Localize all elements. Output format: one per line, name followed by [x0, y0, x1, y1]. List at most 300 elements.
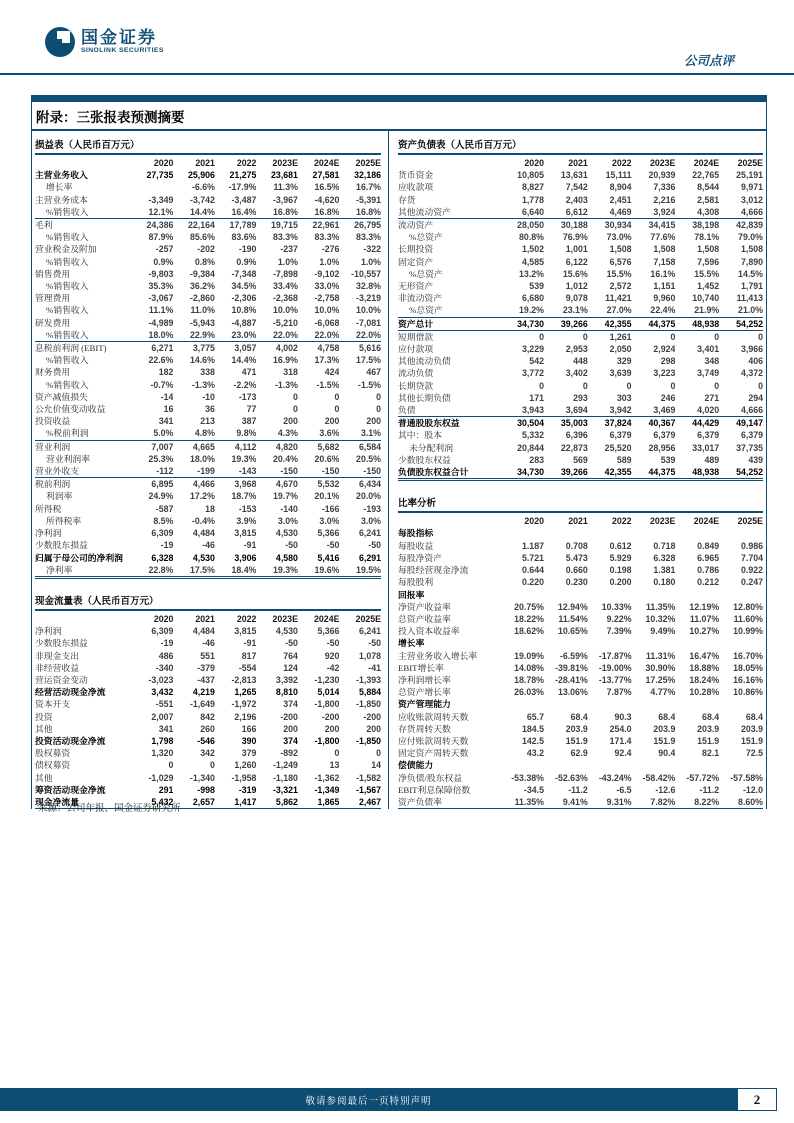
value-cell: 6,379 [653, 430, 676, 441]
value-cell: 11.0% [190, 305, 215, 316]
value-cell: 17.2% [189, 491, 215, 502]
value-cell: 5,366 [317, 528, 340, 539]
value-cell: 12.1% [148, 206, 174, 217]
value-cell: -140 [280, 503, 298, 514]
value-cell: 4,308 [697, 206, 720, 217]
row-label: 总资产收益率 [398, 613, 451, 624]
value-cell: 68.4 [745, 711, 763, 722]
value-cell: 3,401 [697, 344, 720, 355]
value-cell: 817 [241, 650, 257, 661]
cash-flow-table [35, 611, 381, 809]
value-cell: 22.9% [189, 329, 215, 340]
value-cell: -39.81% [555, 662, 588, 673]
table-row [35, 564, 381, 578]
value-cell: 4.8% [194, 428, 215, 439]
table-row [35, 354, 381, 366]
value-cell: 539 [660, 454, 676, 465]
value-cell: 7.87% [606, 687, 632, 698]
value-cell: 3.0% [319, 515, 340, 526]
cash-flow-heading: 现金流量表（人民币百万元） [35, 590, 381, 611]
value-cell: 2,216 [653, 194, 676, 205]
table-row [35, 329, 381, 342]
value-cell: 12.19% [689, 601, 720, 612]
year-header-cell: 2022 [612, 516, 632, 527]
value-cell: -58.42% [642, 772, 676, 783]
table-row [35, 515, 381, 527]
value-cell: 10.86% [733, 687, 763, 698]
value-cell: 3,639 [609, 368, 632, 379]
table-row [35, 317, 381, 329]
value-cell: 13,631 [560, 170, 588, 181]
value-cell: 0.9% [153, 256, 174, 267]
value-cell: -28.41% [555, 674, 588, 685]
value-cell: 374 [283, 699, 298, 710]
value-cell: 19.5% [339, 564, 381, 578]
value-cell: 4,372 [740, 368, 763, 379]
value-cell: 25,191 [736, 170, 763, 181]
value-cell: 37,824 [604, 418, 632, 429]
row-label: 负债股东权益合计 [398, 466, 500, 480]
value-cell: -50 [368, 540, 381, 551]
value-cell: 27.0% [606, 305, 632, 316]
value-cell: -322 [363, 244, 381, 255]
value-cell: 5,884 [358, 687, 381, 698]
value-cell: -42 [326, 662, 340, 673]
year-header-cell: 2024E [314, 158, 340, 168]
value-cell: 3,229 [521, 344, 544, 355]
ratio-analysis-heading: 比率分析 [398, 492, 763, 513]
value-cell: 14.08% [514, 662, 544, 673]
value-cell: 0 [582, 331, 588, 342]
value-cell: -0.7% [150, 379, 174, 390]
value-cell: 2,924 [653, 344, 676, 355]
value-cell: 6,434 [339, 478, 381, 491]
table-row [35, 772, 381, 784]
row-label: 回报率 [398, 589, 425, 600]
table-row [35, 415, 381, 427]
table-row [35, 427, 381, 440]
value-cell: -53.38% [511, 772, 544, 783]
value-cell: 17,789 [215, 219, 257, 232]
table-row [398, 723, 763, 735]
row-label: 货币资金 [398, 170, 434, 181]
table-row [398, 454, 763, 466]
value-cell: -1,180 [272, 772, 298, 783]
year-header-cell: 2023E [272, 613, 298, 624]
value-cell: 82.1 [702, 748, 720, 759]
value-cell: 11.60% [733, 613, 763, 624]
value-cell: -50 [285, 540, 298, 551]
value-cell: 10,805 [517, 170, 544, 181]
value-cell: 9,078 [565, 293, 588, 304]
value-cell: 5,366 [317, 626, 340, 637]
value-cell: 124 [283, 662, 298, 673]
year-header-cell: 2020 [153, 613, 174, 624]
row-label: 应收款项 [398, 182, 434, 193]
value-cell: 542 [529, 356, 544, 367]
value-cell: 8.22% [675, 796, 719, 809]
value-cell: 22,164 [173, 219, 215, 232]
value-cell: 1,261 [609, 331, 632, 342]
value-cell: 12.94% [557, 601, 588, 612]
value-cell: 27,735 [146, 170, 174, 181]
value-cell: 589 [616, 454, 632, 465]
value-cell: -998 [197, 784, 215, 795]
value-cell: 9,971 [740, 182, 763, 193]
row-label: %销售收入 [46, 206, 89, 217]
value-cell: 3,942 [588, 404, 632, 417]
value-cell: 6,309 [151, 626, 174, 637]
row-label: 未分配利润 [409, 442, 453, 453]
value-cell: 78.1% [694, 232, 720, 243]
value-cell: 44,429 [692, 418, 720, 429]
row-label: 存货周转天数 [398, 723, 451, 734]
value-cell: 6.965 [697, 552, 720, 563]
value-cell: 4.3% [277, 428, 298, 439]
value-cell: 12.80% [733, 601, 763, 612]
value-cell: 1,001 [565, 244, 588, 255]
value-cell: 424 [324, 367, 340, 378]
value-cell: 5.929 [609, 552, 632, 563]
value-cell: 4,758 [298, 342, 340, 355]
value-cell: 7,336 [653, 182, 676, 193]
row-label: %销售收入 [46, 232, 89, 243]
value-cell: 20,939 [648, 170, 676, 181]
value-cell: 0 [293, 404, 298, 415]
value-cell: 20.6% [314, 453, 340, 464]
value-cell: 16.8% [314, 206, 340, 217]
table-row [35, 440, 381, 453]
value-cell: -19 [160, 638, 174, 649]
value-cell: -1,349 [314, 784, 340, 795]
year-header-cell: 2020 [524, 158, 544, 168]
year-header-cell: 2025E [355, 158, 381, 168]
value-cell: -0.4% [191, 515, 215, 526]
value-cell: 3.9% [236, 515, 257, 526]
value-cell: 2,196 [234, 711, 257, 722]
value-cell: 3,968 [215, 478, 257, 491]
value-cell: 19.3% [231, 453, 257, 464]
table-row [398, 380, 763, 392]
table-row [398, 576, 763, 588]
value-cell: 7.39% [606, 626, 632, 637]
value-cell: 0.612 [609, 540, 632, 551]
value-cell: 8.5% [153, 515, 174, 526]
value-cell: 21,275 [229, 170, 257, 181]
value-cell: 0.230 [565, 577, 588, 588]
value-cell: 11,413 [736, 293, 763, 304]
row-label: 主营业务收入 [35, 170, 88, 181]
value-cell: 0.180 [653, 577, 676, 588]
right-column [389, 131, 766, 809]
value-cell: 6,271 [132, 342, 174, 355]
value-cell: -199 [197, 466, 215, 477]
value-cell: 90.4 [658, 748, 676, 759]
value-cell: -1,850 [356, 735, 381, 746]
report-type-label: 公司点评 [683, 54, 734, 68]
value-cell: 30.90% [645, 662, 676, 673]
value-cell: 22.6% [148, 355, 174, 366]
value-cell: 34.5% [231, 281, 257, 292]
value-cell: 24,386 [132, 219, 174, 232]
value-cell: 35,003 [560, 418, 588, 429]
value-cell: 30,188 [544, 219, 588, 232]
value-cell: 11.1% [148, 305, 174, 316]
row-label: %总资产 [409, 232, 443, 243]
section-header-row [398, 527, 763, 539]
value-cell: 329 [616, 356, 632, 367]
row-label: EBIT增长率 [398, 662, 444, 673]
value-cell: 0 [376, 748, 381, 759]
value-cell: 467 [366, 367, 381, 378]
value-cell: 19.09% [514, 650, 544, 661]
ratio-analysis-table [398, 513, 763, 809]
row-label: %销售收入 [46, 329, 89, 340]
table-row [398, 417, 763, 430]
table-row [35, 674, 381, 686]
value-cell: 6,241 [358, 626, 381, 637]
value-cell: 34,730 [500, 466, 544, 480]
row-label: 营运资金变动 [35, 674, 88, 685]
row-label: 净利率 [35, 564, 132, 578]
year-header-cell: 2025E [737, 158, 763, 168]
row-label: %税前利润 [46, 428, 89, 439]
value-cell: 0 [670, 331, 676, 342]
row-label: 流动负债 [398, 368, 434, 379]
value-cell: -237 [280, 244, 298, 255]
value-cell: 406 [748, 356, 763, 367]
table-row [35, 784, 381, 796]
value-cell: -19.00% [598, 662, 632, 673]
row-label: 净利润 [35, 528, 62, 539]
row-label: 投资活动现金净流 [35, 735, 106, 746]
value-cell: 4,002 [256, 342, 298, 355]
value-cell: 1,417 [215, 796, 257, 809]
value-cell: -551 [155, 699, 174, 710]
appendix-title: 附录：三张报表预测摘要 [32, 102, 766, 131]
value-cell: 2,403 [565, 194, 588, 205]
value-cell: 19,715 [256, 219, 298, 232]
table-row [398, 735, 763, 747]
value-cell: 448 [573, 356, 588, 367]
value-cell: -3,067 [148, 293, 174, 304]
value-cell: 42,355 [588, 317, 632, 330]
year-header-cell: 2021 [568, 516, 588, 527]
table-row [398, 784, 763, 796]
value-cell: 184.5 [521, 723, 544, 734]
row-label: 流动资产 [398, 219, 500, 232]
row-label: 每股经营现金净流 [398, 565, 469, 576]
value-cell: 6,612 [565, 206, 588, 217]
row-label: 公允价值变动收益 [35, 404, 106, 415]
value-cell: 3,966 [740, 344, 763, 355]
value-cell: 1,012 [565, 281, 588, 292]
value-cell: 5,532 [298, 478, 340, 491]
year-header-cell: 2021 [568, 158, 588, 168]
value-cell: 1,778 [521, 194, 544, 205]
table-row [398, 686, 763, 698]
value-cell: 3,815 [234, 528, 257, 539]
row-label: 营业利润率 [46, 453, 90, 464]
value-cell: 390 [241, 735, 257, 746]
value-cell: -193 [363, 503, 381, 514]
value-cell: 2,050 [609, 344, 632, 355]
value-cell: 203.9 [697, 723, 720, 734]
value-cell: 49,147 [736, 418, 763, 429]
value-cell: 13.2% [519, 268, 544, 279]
value-cell: -3,349 [148, 194, 174, 205]
value-cell: 3,924 [653, 206, 676, 217]
value-cell: 764 [283, 650, 298, 661]
value-cell: -1,850 [356, 699, 381, 710]
row-label: 所得税 [35, 503, 62, 514]
year-header-cell: 2023E [649, 516, 676, 527]
value-cell: 32,186 [354, 170, 381, 181]
value-cell: 4,530 [275, 528, 298, 539]
value-cell: 15.6% [562, 268, 588, 279]
value-cell: -52.63% [555, 772, 588, 783]
value-cell: 387 [241, 416, 257, 427]
year-header-cell: 2024E [693, 158, 720, 168]
value-cell: 9,960 [653, 293, 676, 304]
value-cell: 11.54% [558, 613, 588, 624]
value-cell: 0.644 [521, 565, 544, 576]
value-cell: 28,956 [648, 442, 676, 453]
value-cell: 9.41% [544, 796, 588, 809]
value-cell: 254.0 [609, 723, 632, 734]
table-row [35, 366, 381, 378]
value-cell: 1.0% [277, 256, 298, 267]
table-row [398, 206, 763, 219]
row-label: 长期投资 [398, 244, 434, 255]
row-label: 无形资产 [398, 281, 434, 292]
value-cell: 1,265 [234, 687, 257, 698]
value-cell: -6.59% [559, 650, 588, 661]
value-cell: 142.5 [521, 735, 544, 746]
row-label: 每股收益 [398, 540, 434, 551]
value-cell: 54,252 [719, 317, 763, 330]
value-cell: 6,241 [358, 528, 381, 539]
value-cell: 22,873 [560, 442, 588, 453]
value-cell: -13.77% [598, 674, 632, 685]
value-cell: 166 [241, 723, 257, 734]
value-cell: 23.0% [231, 329, 257, 340]
value-cell: 8.60% [719, 796, 763, 809]
value-cell: 3.0% [360, 515, 381, 526]
value-cell: 20,844 [517, 442, 544, 453]
value-cell: 341 [158, 416, 174, 427]
value-cell: 24.9% [148, 491, 174, 502]
year-header-cell: 2021 [195, 158, 215, 168]
value-cell: 5,862 [256, 796, 298, 809]
row-label: 总资产增长率 [398, 687, 451, 698]
year-header-cell: 2025E [737, 516, 763, 527]
header-divider [0, 73, 794, 75]
row-label: 净利润 [35, 626, 62, 637]
value-cell: 1,508 [653, 244, 676, 255]
row-label: %销售收入 [46, 355, 89, 366]
table-row [398, 317, 763, 330]
row-label: 每股指标 [398, 528, 434, 539]
value-cell: 3,943 [500, 404, 544, 417]
value-cell: -150 [363, 466, 381, 477]
value-cell: 0.986 [740, 540, 763, 551]
row-label-header [398, 513, 500, 527]
table-row [35, 539, 381, 551]
value-cell: 0 [210, 760, 215, 771]
value-cell: 0 [626, 380, 632, 391]
value-cell: 5,416 [317, 552, 340, 563]
value-cell: -41 [368, 662, 381, 673]
sinolink-logo-icon [45, 27, 75, 57]
value-cell: 90.3 [614, 711, 632, 722]
value-cell: 1,320 [151, 748, 174, 759]
value-cell: 1,502 [521, 244, 544, 255]
value-cell: 36 [205, 404, 215, 415]
value-cell: -10 [202, 391, 215, 402]
row-label: 每股股利 [398, 577, 434, 588]
value-cell: 0 [293, 391, 298, 402]
value-cell: 3,772 [521, 368, 544, 379]
value-cell: 16.47% [689, 650, 720, 661]
table-row [398, 219, 763, 232]
table-row [398, 625, 763, 637]
value-cell: 10.0% [314, 305, 340, 316]
value-cell: 18.4% [215, 564, 257, 578]
row-label: 息税前利润 (EBIT) [35, 342, 132, 355]
table-row [398, 404, 763, 417]
value-cell: 379 [241, 748, 257, 759]
value-cell: 38,198 [675, 219, 719, 232]
value-cell: 20.75% [514, 601, 544, 612]
value-cell: 10.28% [689, 687, 720, 698]
value-cell: 20.0% [356, 491, 381, 502]
value-cell: 36.2% [189, 281, 215, 292]
value-cell: 303 [616, 392, 632, 403]
value-cell: -5,391 [356, 194, 381, 205]
value-cell: 14.6% [189, 355, 215, 366]
value-cell: 28,050 [500, 219, 544, 232]
value-cell: 7.82% [632, 796, 676, 809]
value-cell: 62.9 [570, 748, 588, 759]
value-cell: 3,012 [740, 194, 763, 205]
row-label: 其他长期负债 [398, 392, 451, 403]
table-row [35, 747, 381, 759]
value-cell: 0.922 [740, 565, 763, 576]
value-cell: -437 [197, 674, 215, 685]
value-cell: 18.78% [514, 674, 544, 685]
year-header-cell: 2023E [272, 158, 298, 168]
year-header-row [398, 513, 763, 527]
value-cell: 40,367 [648, 418, 676, 429]
value-cell: 4,580 [275, 552, 298, 563]
value-cell: -17.87% [598, 650, 632, 661]
footer-disclaimer-bar [0, 1088, 737, 1111]
income-statement-table [35, 155, 381, 579]
value-cell: 48,938 [675, 317, 719, 330]
table-row [398, 442, 763, 454]
value-cell: 203.9 [740, 723, 763, 734]
value-cell: 0 [168, 760, 174, 771]
value-cell: 1,865 [298, 796, 340, 809]
value-cell: 77 [246, 404, 257, 415]
table-row [35, 206, 381, 219]
year-header-row [35, 611, 381, 625]
value-cell: 0.660 [565, 565, 588, 576]
value-cell: 0 [670, 380, 676, 391]
table-row [398, 280, 763, 292]
value-cell: 0.9% [236, 256, 257, 267]
